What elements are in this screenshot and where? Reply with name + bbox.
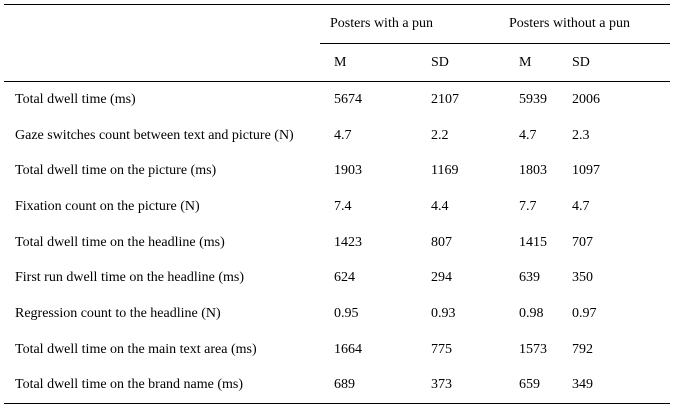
sd-with-pun-cell: 807 — [431, 234, 452, 250]
sd-without-pun-cell: 707 — [572, 234, 593, 250]
table-row — [4, 332, 670, 368]
mean-without-pun-cell: 7.7 — [519, 198, 537, 214]
mean-with-pun-cell: 624 — [334, 270, 355, 286]
sd-with-pun-cell: 4.4 — [431, 198, 449, 214]
mean-with-pun-cell: 7.4 — [334, 198, 352, 214]
sd-without-pun-cell: 1097 — [572, 163, 600, 179]
row-label: Total dwell time on the brand name (ms) — [4, 368, 320, 404]
table-row — [4, 153, 670, 189]
sd-without-pun-cell: 792 — [572, 341, 593, 357]
sd-without-pun-cell: 2.3 — [572, 127, 590, 143]
sd-without-pun-cell: 349 — [558, 368, 670, 404]
subheader-sd: SD — [558, 44, 670, 82]
sd-with-pun-cell: 2.2 — [431, 127, 449, 143]
row-label: Total dwell time on the main text area (ms) — [15, 341, 257, 357]
mean-without-pun-cell: 1803 — [519, 163, 547, 179]
dwell-time-table — [4, 4, 670, 404]
row-label: First run dwell time on the headline (ms) — [15, 270, 245, 286]
sd-with-pun-cell: 294 — [431, 270, 452, 286]
mean-with-pun-cell: 1903 — [334, 163, 362, 179]
subheader-sd: SD — [386, 44, 497, 82]
table-row — [4, 260, 670, 296]
sd-without-pun-cell: 4.7 — [572, 198, 590, 214]
sd-without-pun-cell: 0.97 — [572, 305, 597, 321]
mean-with-pun-cell: 1423 — [334, 234, 362, 250]
mean-without-pun-cell: 1415 — [519, 234, 547, 250]
group-header-with-pun: Posters with a pun — [320, 5, 497, 44]
mean-without-pun-cell: 1573 — [519, 341, 547, 357]
subheader-empty-cell — [4, 44, 320, 82]
table-row — [4, 82, 670, 118]
mean-with-pun-cell: 689 — [320, 368, 386, 404]
sd-with-pun-cell: 775 — [431, 341, 452, 357]
group-header-row — [4, 5, 670, 44]
table-row — [4, 189, 670, 225]
table-row — [4, 368, 670, 404]
mean-without-pun-cell: 0.98 — [519, 305, 544, 321]
mean-with-pun-cell: 1664 — [334, 341, 362, 357]
row-label: Total dwell time (ms) — [15, 91, 136, 107]
row-label: Fixation count on the picture (N) — [15, 198, 200, 214]
subheader-row — [4, 44, 670, 82]
group-header-without-pun: Posters without a pun — [497, 5, 670, 44]
sd-with-pun-cell: 373 — [386, 368, 497, 404]
sd-with-pun-cell: 0.93 — [431, 305, 456, 321]
mean-without-pun-cell: 4.7 — [519, 127, 537, 143]
sd-without-pun-cell: 350 — [572, 270, 593, 286]
row-label: Total dwell time on the picture (ms) — [15, 163, 217, 179]
row-label: Total dwell time on the headline (ms) — [15, 234, 225, 250]
table-row — [4, 225, 670, 261]
subheader-m: M — [497, 44, 558, 82]
table-row — [4, 296, 670, 332]
mean-with-pun-cell: 5674 — [334, 91, 362, 107]
row-label: Regression count to the headline (N) — [15, 305, 221, 321]
mean-without-pun-cell: 5939 — [519, 91, 547, 107]
mean-without-pun-cell: 639 — [519, 270, 540, 286]
subheader-m: M — [320, 44, 386, 82]
row-label: Gaze switches count between text and picture (N) — [15, 127, 294, 143]
sd-with-pun-cell: 2107 — [431, 91, 459, 107]
mean-with-pun-cell: 0.95 — [334, 305, 359, 321]
sd-without-pun-cell: 2006 — [572, 91, 600, 107]
header-empty-cell — [4, 5, 320, 44]
sd-with-pun-cell: 1169 — [431, 163, 459, 179]
mean-with-pun-cell: 4.7 — [334, 127, 352, 143]
table-body — [4, 82, 670, 404]
mean-without-pun-cell: 659 — [497, 368, 558, 404]
table-row — [4, 118, 670, 154]
